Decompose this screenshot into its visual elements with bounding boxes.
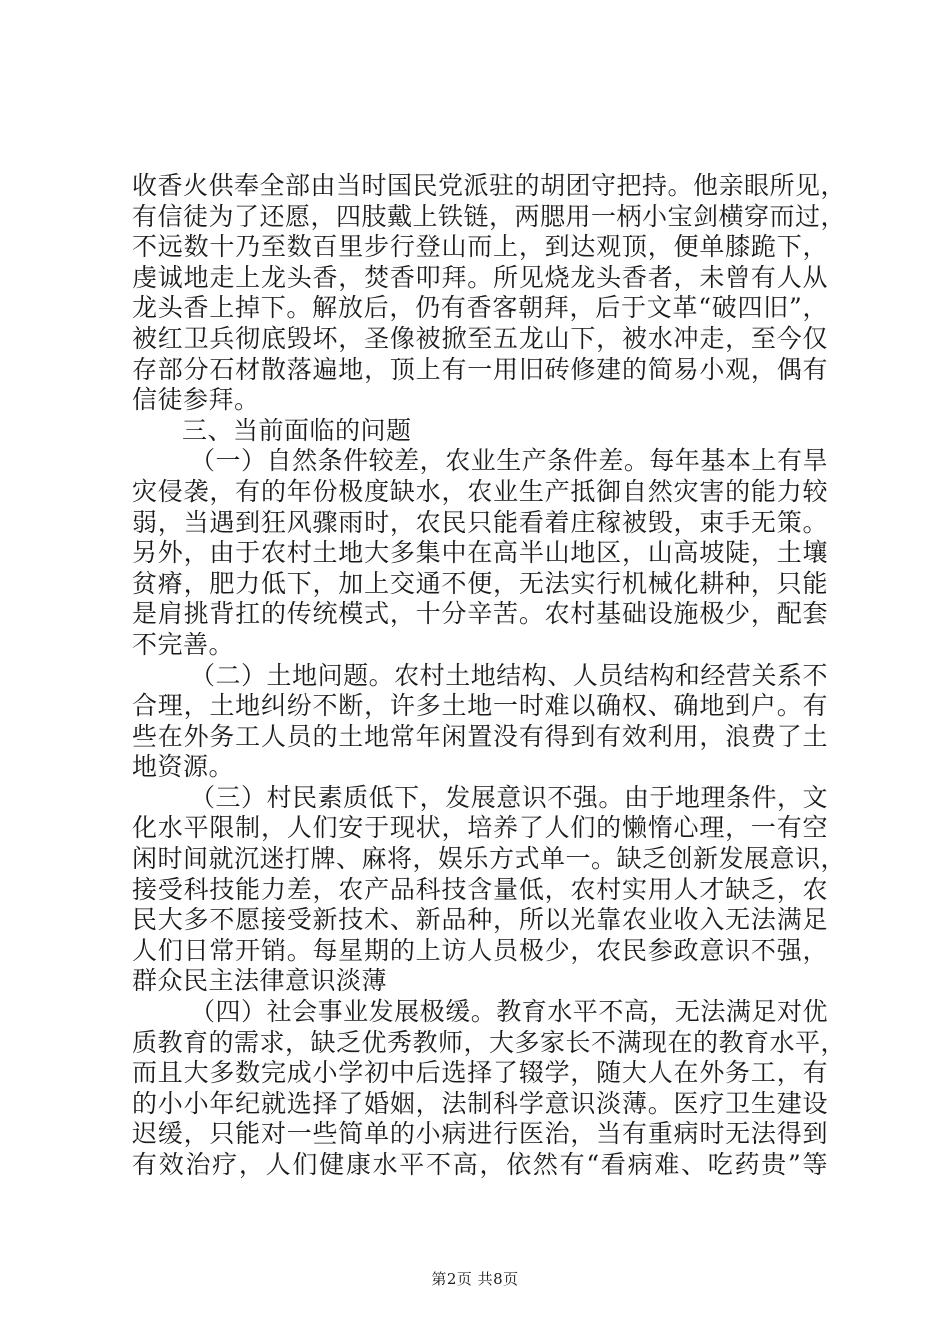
text-line: 弱，当遇到狂风骤雨时，农民只能看着庄稼被毁，束手无策。	[132, 507, 828, 537]
text-line: 不远数十乃至数百里步行登山而上，到达观顶，便单膝跪下，	[132, 232, 828, 262]
text-line: 质教育的需求，缺乏优秀教师，大多家长不满现在的教育水平，	[132, 1027, 847, 1057]
text-line: 群众民主法律意识淡薄	[132, 966, 388, 996]
text-line: 另外，由于农村土地大多集中在高半山地区，山高坡陡，土壤	[132, 538, 828, 568]
text-line: 是肩挑背扛的传统模式，十分辛苦。农村基础设施极少，配套	[132, 599, 828, 629]
text-line: 贫瘠，肥力低下，加上交通不便，无法实行机械化耕种，只能	[132, 568, 828, 598]
text-line: 民大多不愿接受新技术、新品种，所以光靠农业收入无法满足	[132, 905, 828, 935]
text-line: （二）土地问题。农村土地结构、人员结构和经营关系不	[190, 660, 828, 690]
page-footer: 第2页 共8页	[431, 1270, 519, 1288]
text-line: 的小小年纪就选择了婚姻，法制科学意识淡薄。医疗卫生建设	[132, 1088, 828, 1118]
text-line: 人们日常开销。每星期的上访人员极少，农民参政意识不强，	[132, 935, 828, 965]
text-line: （四）社会事业发展极缓。教育水平不高，无法满足对优	[190, 997, 828, 1027]
text-line: （三）村民素质低下，发展意识不强。由于地理条件，文	[190, 782, 828, 812]
text-line: 闲时间就沉迷打牌、麻将，娱乐方式单一。缺乏创新发展意识，	[132, 844, 847, 874]
text-line: 有效治疗，人们健康水平不高，依然有“看病难、吃药贵”等	[132, 1150, 828, 1179]
text-line: 被红卫兵彻底毁坏，圣像被掀至五龙山下，被水冲走，至今仅	[132, 323, 828, 353]
text-line: 收香火供奉全部由当时国民党派驻的胡团守把持。他亲眼所见，	[132, 171, 847, 200]
text-line: 虔诚地走上龙头香，焚香叩拜。所见烧龙头香者，未曾有人从	[132, 262, 828, 292]
text-line: 而且大多数完成小学初中后选择了辍学，随大人在外务工，有	[132, 1058, 828, 1088]
text-line: 接受科技能力差，农产品科技含量低，农村实用人才缺乏，农	[132, 874, 828, 904]
text-line: 存部分石材散落遍地，顶上有一用旧砖修建的简易小观，偶有	[132, 354, 828, 384]
text-line: 有信徒为了还愿，四肢戴上铁链，两腮用一柄小宝剑横穿而过，	[132, 201, 847, 231]
text-line: 些在外务工人员的土地常年闲置没有得到有效利用，浪费了土	[132, 721, 828, 751]
text-line: （一）自然条件较差，农业生产条件差。每年基本上有旱	[190, 446, 828, 476]
text-line: 不完善。	[132, 629, 235, 659]
text-line: 地资源。	[132, 752, 235, 782]
text-line: 灾侵袭，有的年份极度缺水，农业生产抵御自然灾害的能力较	[132, 476, 828, 506]
text-line: 龙头香上掉下。解放后，仍有香客朝拜，后于文革“破四旧”，	[132, 293, 828, 323]
text-line: 合理，土地纠纷不断，许多土地一时难以确权、确地到户。有	[132, 691, 828, 721]
text-line: 化水平限制，人们安于现状，培养了人们的懒惰心理，一有空	[132, 813, 828, 843]
text-line: 迟缓，只能对一些简单的小病进行医治，当有重病时无法得到	[132, 1119, 828, 1149]
text-line: 信徒参拜。	[132, 385, 260, 415]
document-body	[132, 171, 847, 1181]
section-heading: 三、当前面临的问题	[182, 415, 412, 445]
